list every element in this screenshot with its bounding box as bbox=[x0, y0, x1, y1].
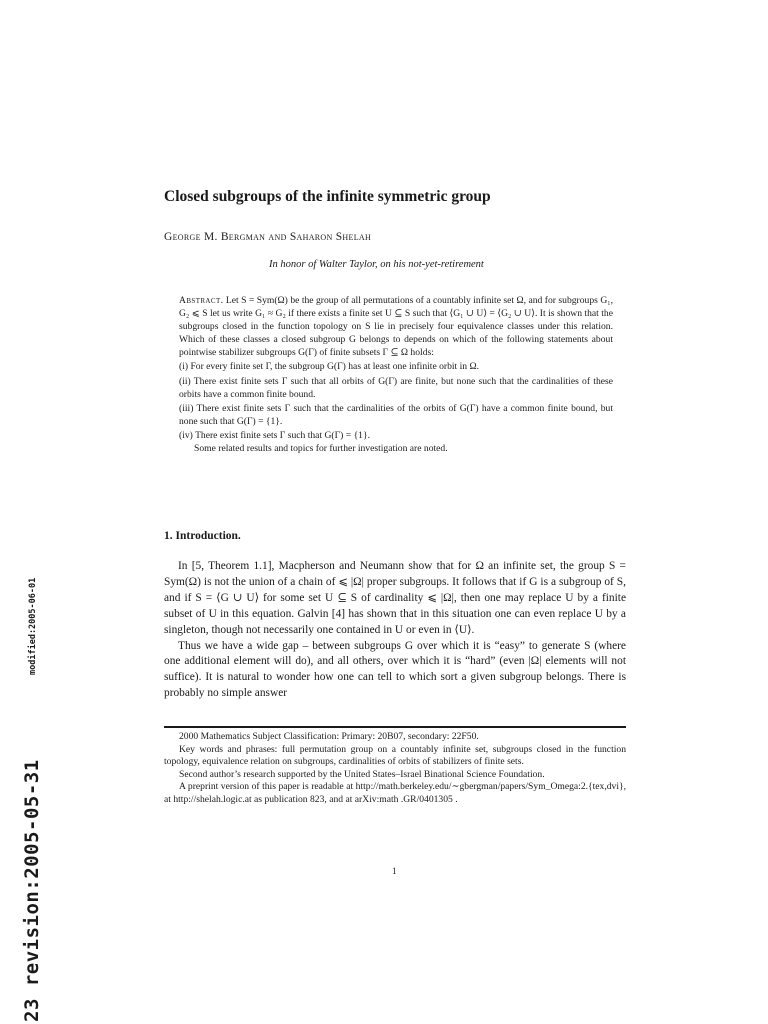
section-heading: 1. Introduction. bbox=[164, 530, 241, 542]
abstract-label: Abstract. bbox=[179, 295, 224, 306]
footnote-msc: 2000 Mathematics Subject Classification: Primary: 20B07, secondary: 22F50. bbox=[179, 731, 479, 742]
page-number: 1 bbox=[392, 866, 397, 876]
paper-authors: George M. Bergman and Saharon Shelah bbox=[164, 231, 372, 243]
footnotes bbox=[164, 731, 626, 807]
abstract-intro bbox=[179, 294, 613, 359]
body-paragraph-2: Thus we have a wide gap – between subgroups G over which it is “easy” to generate S (where one additional element will do), and all others, over which it is “hard” (even |Ω| elements will not suffice). It is natural to wonder how one can tell to which sort a given subgroup belongs. There is probably no simple answer bbox=[164, 639, 626, 700]
footnote-preprint: A preprint version of this paper is readable at http://math.berkeley.edu/∼gbergman/papers/Sym_Omega:2.{tex,dvi}, at http://shelah.logic.at as publication 823, and at arXiv:math .GR/0401305 . bbox=[164, 781, 626, 805]
abstract bbox=[179, 294, 613, 455]
paper-title: Closed subgroups of the infinite symmetric group bbox=[164, 188, 491, 205]
abstract-condition-i: (i) For every finite set Γ, the subgroup G(Γ) has at least one infinite orbit in Ω. bbox=[179, 361, 480, 373]
abstract-related-note: Some related results and topics for further investigation are noted. bbox=[194, 443, 448, 455]
abstract-condition-iii: (iii) There exist finite sets Γ such that the cardinalities of the orbits of G(Γ) have a common finite bound, but none such that G(Γ) = {1}. bbox=[179, 402, 613, 427]
footnote-keywords: Key words and phrases: full permutation group on a countably infinite set, subgroups closed in the function topology, equivalence relation on subgroups, cardinalities of orbits of stabilizers of finite sets. bbox=[164, 743, 626, 768]
abstract-condition-iv: (iv) There exist finite sets Γ such that G(Γ) = {1}. bbox=[179, 429, 370, 441]
section-body bbox=[164, 559, 626, 702]
body-paragraph-1: In [5, Theorem 1.1], Macpherson and Neumann show that for Ω an infinite set, the group S = Sym(Ω) is not the union of a chain of ⩽ |Ω| proper subgroups. It follows that if G is a subgroup of S, and if S = ⟨G ∪ U⟩ for some set U ⊆ S of cardinality ⩽ |Ω|, then one may replace U by a finite subset of U in this equation. Galvin [4] has shown that in this situation one can even replace U by a singleton, though not necessarily one contained in U or even in ⟨U⟩. bbox=[164, 560, 626, 636]
abstract-intro-text: Let S = Sym(Ω) be the group of all permutations of a countably infinite set Ω, and for subgroups G₁, G₂ ⩽ S let us write G₁ ≈ G₂ if there exists a finite set U ⊆ S such that ⟨G₁ ∪ U⟩ = ⟨G₂ ∪ U⟩. It is shown that the subgroups closed in the function topology on S lie in precisely four equivalence classes under this relation. Which of these classes a closed subgroup G belongs to depends on which of the following statements about pointwise stabilizer subgroups G(Γ) of finite subsets Γ ⊆ Ω holds: bbox=[179, 295, 613, 359]
paper-dedication: In honor of Walter Taylor, on his not-yet-retirement bbox=[269, 259, 484, 270]
revision-stamp: 23 revision:2005-05-31 bbox=[21, 759, 43, 1022]
modified-date-stamp: modified:2005-06-01 bbox=[28, 577, 38, 675]
footnote-funding: Second author’s research supported by the United States–Israel Binational Science Foundation. bbox=[179, 768, 545, 780]
abstract-condition-ii: (ii) There exist finite sets Γ such that all orbits of G(Γ) are finite, but none such that the cardinalities of these orbits have a common finite bound. bbox=[179, 375, 613, 400]
footnote-rule bbox=[164, 726, 626, 728]
